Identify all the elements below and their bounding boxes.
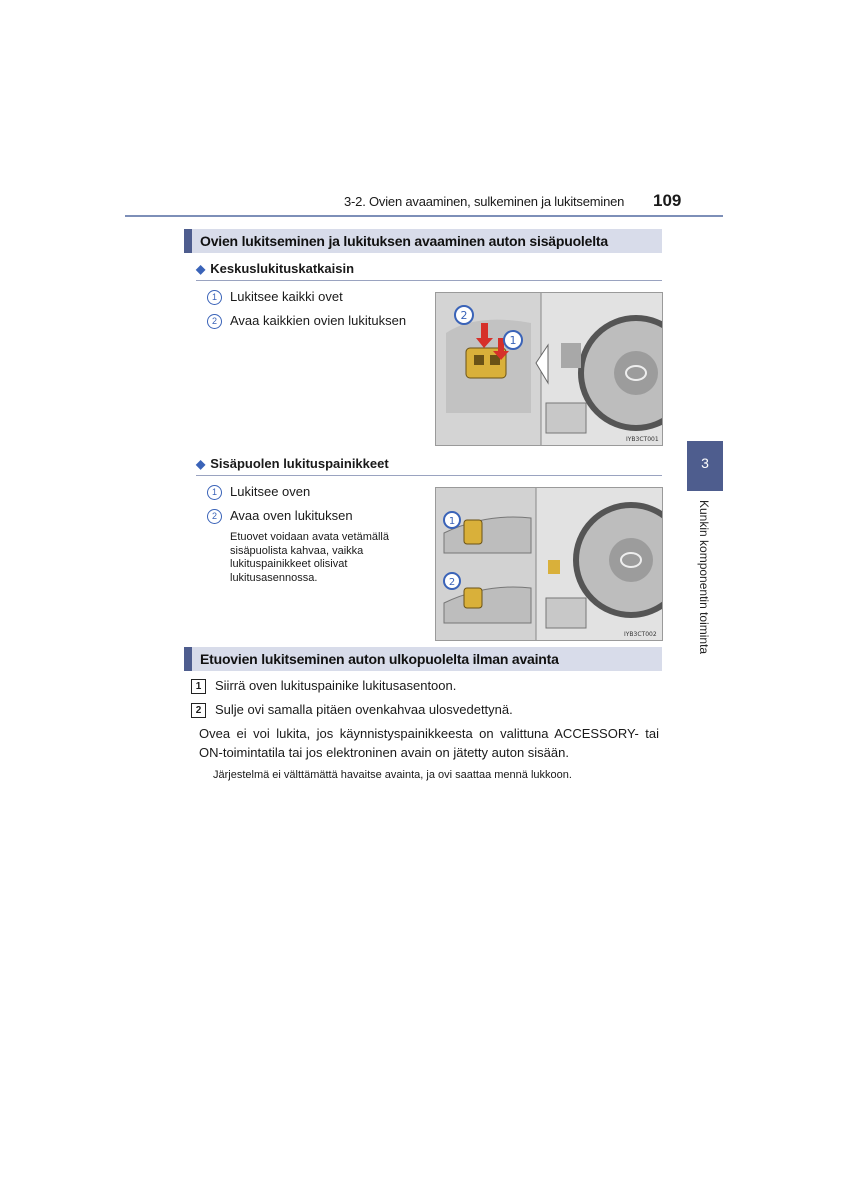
svg-text:1: 1 <box>509 334 517 347</box>
step-number: 2 <box>191 703 206 718</box>
subsection-heading-1 <box>196 261 354 276</box>
step-item <box>191 678 456 694</box>
running-header: 3-2. Ovien avaaminen, sulkeminen ja lukitseminen <box>344 194 625 209</box>
item-text: Lukitsee kaikki ovet <box>230 289 343 304</box>
body-paragraph: Ovea ei voi lukita, jos käynnistyspainikkeesta on valittuna ACCESSORY- tai ON-toimintatila tai jos elektroninen avain on jätetty auton sisään. <box>199 726 659 760</box>
diamond-icon: ◆ <box>196 262 206 276</box>
step-text: Sulje ovi samalla pitäen ovenkahvaa ulosvedettynä. <box>215 702 513 717</box>
page-number: 109 <box>653 191 682 210</box>
subsection-heading-2 <box>196 456 389 471</box>
section-title: Ovien lukitseminen ja lukituksen avaaminen auton sisäpuolelta <box>200 233 608 249</box>
image-code: IYB3CT002 <box>624 631 657 638</box>
list-item <box>207 289 343 305</box>
small-note: Järjestelmä ei välttämättä havaitse avainta, ja ovi saattaa mennä lukkoon. <box>213 769 572 781</box>
diamond-icon: ◆ <box>196 457 206 471</box>
section-title: Etuovien lukitseminen auton ulkopuolelta ilman avainta <box>200 651 559 667</box>
number-circle-icon: 2 <box>207 314 222 329</box>
subsection-rule <box>196 280 662 281</box>
item-text: Avaa oven lukituksen <box>230 508 353 523</box>
section-heading-1 <box>184 229 662 253</box>
list-item <box>207 508 353 524</box>
header-rule <box>125 215 723 217</box>
chapter-tab <box>687 441 723 491</box>
svg-text:1: 1 <box>448 516 456 527</box>
step-text: Siirrä oven lukituspainike lukitusasentoon. <box>215 678 457 693</box>
chapter-label: Kunkin komponentin toiminta <box>697 500 711 655</box>
subsection-title: Keskuslukituskatkaisin <box>210 261 355 276</box>
step-number: 1 <box>191 679 206 694</box>
number-circle-icon: 1 <box>207 485 222 500</box>
number-circle-icon: 1 <box>207 290 222 305</box>
number-circle-icon: 2 <box>207 509 222 524</box>
note-text: Etuovet voidaan avata vetämällä sisäpuolista kahvaa, vaikka lukituspainikkeet olisivat lukitusasennossa. <box>230 531 389 584</box>
section-heading-2 <box>184 647 662 671</box>
lock-knob-illustration <box>435 487 663 641</box>
chapter-number: 3 <box>701 455 709 471</box>
item-text: Lukitsee oven <box>230 484 311 499</box>
list-item <box>207 313 406 329</box>
subsection-title: Sisäpuolen lukituspainikkeet <box>210 456 389 471</box>
image-code: IYB3CT001 <box>626 436 659 443</box>
step-item <box>191 702 513 718</box>
item-text: Avaa kaikkien ovien lukituksen <box>230 313 407 328</box>
subsection-rule <box>196 475 662 476</box>
svg-text:2: 2 <box>448 577 456 588</box>
list-item <box>207 484 310 500</box>
central-lock-illustration <box>435 292 663 446</box>
svg-text:2: 2 <box>460 309 468 322</box>
